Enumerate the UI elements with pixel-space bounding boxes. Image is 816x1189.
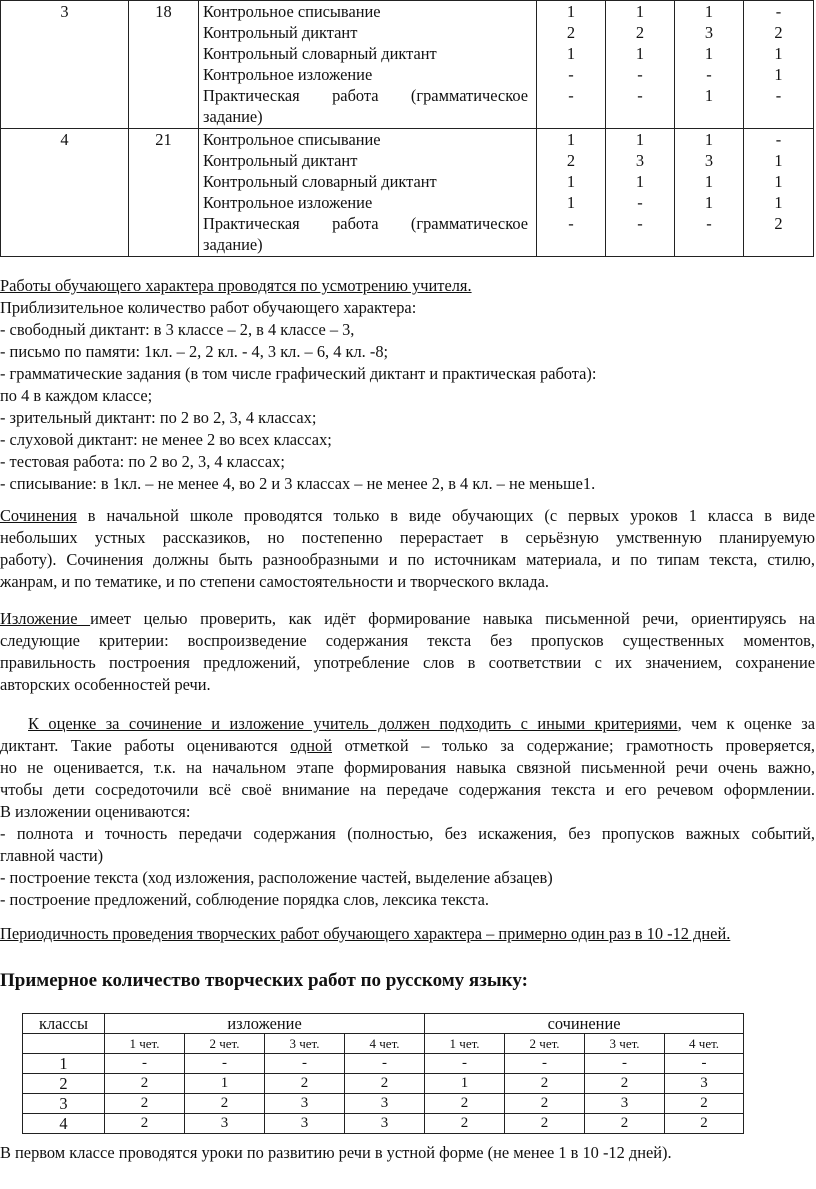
quarter-cell-q1 bbox=[537, 1, 606, 129]
total-cell: 18 bbox=[129, 1, 199, 129]
table-row bbox=[1, 129, 814, 257]
quarter-value: 1 bbox=[566, 2, 576, 21]
quarter-value: 2 bbox=[635, 23, 645, 42]
value-cell: 2 bbox=[505, 1074, 585, 1094]
value-cell: 3 bbox=[585, 1094, 665, 1114]
quarter-value: 1 bbox=[774, 193, 783, 212]
value-cell: 3 bbox=[345, 1094, 425, 1114]
training-works-line: Приблизительное количество работ обучающего характера: bbox=[0, 298, 417, 317]
creative-works-table bbox=[22, 1013, 744, 1134]
work-name: Контрольный диктант bbox=[203, 151, 358, 170]
value-cell: - bbox=[185, 1054, 265, 1074]
quarter-value: 1 bbox=[704, 172, 714, 191]
value-cell: - bbox=[425, 1054, 505, 1074]
quarter-value: 2 bbox=[566, 151, 576, 170]
value-cell: 2 bbox=[105, 1074, 185, 1094]
quarter-value: 1 bbox=[704, 193, 714, 212]
class-cell: 4 bbox=[23, 1114, 105, 1134]
class-cell: 1 bbox=[23, 1054, 105, 1074]
quarter-value: 1 bbox=[704, 86, 714, 105]
value-cell: - bbox=[345, 1054, 425, 1074]
value-cell: 1 bbox=[425, 1074, 505, 1094]
quarter-header: 4 чет. bbox=[345, 1034, 425, 1054]
quarter-value: 1 bbox=[704, 130, 714, 149]
quarter-header: 1 чет. bbox=[105, 1034, 185, 1054]
work-name: задание) bbox=[203, 235, 263, 254]
quarter-cell-q1 bbox=[537, 129, 606, 257]
quarter-value: 1 bbox=[635, 44, 645, 63]
quarter-cell-q3 bbox=[675, 129, 744, 257]
value-cell: 2 bbox=[425, 1114, 505, 1134]
quarter-value: 1 bbox=[566, 172, 576, 191]
work-name: Контрольный словарный диктант bbox=[203, 44, 437, 63]
work-name: Контрольное списывание bbox=[203, 130, 381, 149]
class-cell: 3 bbox=[23, 1094, 105, 1114]
evaluation-line-1: К оценке за сочинение и изложение учитель должен подходить с иными критериями, чем к оценке за bbox=[28, 714, 815, 733]
works-cell bbox=[199, 1, 537, 129]
quarter-header: 2 чет. bbox=[185, 1034, 265, 1054]
quarter-value: - bbox=[637, 193, 643, 212]
quarter-header: 1 чет. bbox=[425, 1034, 505, 1054]
quarter-value: 1 bbox=[774, 172, 783, 191]
training-works-block bbox=[0, 275, 815, 495]
quarter-value: - bbox=[706, 214, 712, 233]
section-heading: Примерное количество творческих работ по русскому языку: bbox=[0, 970, 528, 991]
value-cell: 2 bbox=[585, 1074, 665, 1094]
quarter-value: 1 bbox=[635, 172, 645, 191]
evaluation-line-9: - построение предложений, соблюдение порядка слов, лексика текста. bbox=[0, 890, 489, 909]
footer-note: В первом классе проводятся уроки по развитию речи в устной форме (не менее 1 в 10 -12 дней). bbox=[0, 1143, 672, 1162]
quarter-value: 1 bbox=[704, 2, 714, 21]
quarter-value: 1 bbox=[566, 44, 576, 63]
training-works-line: по 4 в каждом классе; bbox=[0, 386, 153, 405]
evaluation-line-6: - полнота и точность передачи содержания (полностью, без искажения, без пропусков важных событий, bbox=[0, 824, 815, 843]
quarter-cell-q4 bbox=[744, 129, 814, 257]
evaluation-block bbox=[0, 713, 815, 911]
quarter-value: 1 bbox=[635, 130, 645, 149]
summary-block bbox=[0, 608, 815, 696]
quarter-cell-q2 bbox=[606, 1, 675, 129]
training-works-line: - грамматические задания (в том числе графический диктант и практическая работа): bbox=[0, 364, 597, 383]
value-cell: 2 bbox=[665, 1114, 744, 1134]
quarter-value: - bbox=[637, 214, 643, 233]
value-cell: - bbox=[585, 1054, 665, 1074]
quarter-value: 2 bbox=[566, 23, 576, 42]
work-name: Контрольное изложение bbox=[203, 193, 373, 212]
quarter-value: 3 bbox=[704, 151, 714, 170]
col-header-classes: классы bbox=[23, 1014, 105, 1034]
value-cell: 2 bbox=[105, 1094, 185, 1114]
quarter-value: 1 bbox=[774, 65, 783, 84]
quarter-value: - bbox=[637, 86, 643, 105]
quarter-header: 3 чет. bbox=[585, 1034, 665, 1054]
value-cell: 2 bbox=[425, 1094, 505, 1114]
value-cell: 2 bbox=[505, 1114, 585, 1134]
work-name: Практическая работа (грамматическое bbox=[203, 86, 528, 105]
quarter-value: 1 bbox=[704, 44, 714, 63]
quarter-cell-q4 bbox=[744, 1, 814, 129]
table-row bbox=[23, 1094, 744, 1114]
value-cell: 3 bbox=[665, 1074, 744, 1094]
compositions-line-1: Сочинения в начальной школе проводятся только в виде обучающих (с первых уроков 1 класса в виде bbox=[0, 506, 815, 525]
quarter-value: - bbox=[775, 2, 782, 21]
value-cell: 3 bbox=[265, 1094, 345, 1114]
work-name: Контрольное списывание bbox=[203, 2, 381, 21]
evaluation-line-3: но не оценивается, т.к. на начальном этапе формирования навыка связной письменной речи очень важно, bbox=[0, 758, 815, 777]
value-cell: 2 bbox=[105, 1114, 185, 1134]
total-cell: 21 bbox=[129, 129, 199, 257]
periodicity-block bbox=[0, 923, 815, 945]
work-name: Контрольный словарный диктант bbox=[203, 172, 437, 191]
training-works-line: - зрительный диктант: по 2 во 2, 3, 4 классах; bbox=[0, 408, 317, 427]
quarter-value: 1 bbox=[566, 193, 576, 212]
quarter-value: - bbox=[568, 86, 574, 105]
quarter-value: 1 bbox=[774, 44, 783, 63]
quarter-header: 4 чет. bbox=[665, 1034, 744, 1054]
quarter-value: 1 bbox=[635, 2, 645, 21]
evaluation-line-2: диктант. Такие работы оцениваются одной отметкой – только за содержание; грамотность проверяется, bbox=[0, 736, 815, 755]
class-cell: 4 bbox=[1, 129, 129, 257]
value-cell: 3 bbox=[265, 1114, 345, 1134]
compositions-line-2: небольших устных рассказиков, но постепенно перерастает в серьёзную умственную планируемую bbox=[0, 528, 815, 547]
quarter-value: - bbox=[706, 65, 712, 84]
value-cell: 2 bbox=[585, 1114, 665, 1134]
training-works-line: - списывание: в 1кл. – не менее 4, во 2 и 3 классах – не менее 2, в 4 кл. – не меньше1. bbox=[0, 474, 596, 493]
training-works-line: - свободный диктант: в 3 классе – 2, в 4 классе – 3, bbox=[0, 320, 355, 339]
value-cell: 3 bbox=[345, 1114, 425, 1134]
value-cell: 2 bbox=[505, 1094, 585, 1114]
work-name: Контрольное изложение bbox=[203, 65, 373, 84]
quarter-value: 1 bbox=[566, 130, 576, 149]
quarter-value: 1 bbox=[774, 151, 783, 170]
work-name: Практическая работа (грамматическое bbox=[203, 214, 528, 233]
compositions-block bbox=[0, 505, 815, 593]
quarter-value: - bbox=[775, 86, 782, 105]
control-works-table bbox=[0, 0, 814, 257]
quarter-value: 2 bbox=[774, 214, 783, 233]
value-cell: - bbox=[105, 1054, 185, 1074]
evaluation-line-4: чтобы дети сосредоточили всё своё внимание на передаче содержания текста и его речевом оформлении. bbox=[0, 780, 815, 799]
empty-cell bbox=[23, 1034, 105, 1054]
work-name: Контрольный диктант bbox=[203, 23, 358, 42]
col-group-summary: изложение bbox=[105, 1014, 425, 1034]
evaluation-line-5: В изложении оцениваются: bbox=[0, 802, 191, 821]
col-group-composition: сочинение bbox=[425, 1014, 744, 1034]
compositions-line-4: жанрам, и по тематике, и по степени самостоятельности и творческого вклада. bbox=[0, 572, 549, 591]
value-cell: 2 bbox=[665, 1094, 744, 1114]
quarter-value: 2 bbox=[774, 23, 783, 42]
training-works-line: - письмо по памяти: 1кл. – 2, 2 кл. - 4, 3 кл. – 6, 4 кл. -8; bbox=[0, 342, 389, 361]
table-row bbox=[23, 1074, 744, 1094]
training-works-line: - тестовая работа: по 2 во 2, 3, 4 классах; bbox=[0, 452, 285, 471]
summary-line-4: авторских особенностей речи. bbox=[0, 675, 211, 694]
table-header-row bbox=[23, 1014, 744, 1034]
quarter-cell-q2 bbox=[606, 129, 675, 257]
quarter-value: - bbox=[568, 214, 574, 233]
table-row bbox=[1, 1, 814, 129]
value-cell: - bbox=[265, 1054, 345, 1074]
class-cell: 3 bbox=[1, 1, 129, 129]
class-cell: 2 bbox=[23, 1074, 105, 1094]
periodicity-text: Периодичность проведения творческих работ обучающего характера – примерно один раз в 10 -12 дней. bbox=[0, 924, 731, 943]
value-cell: 2 bbox=[265, 1074, 345, 1094]
quarter-value: 3 bbox=[635, 151, 645, 170]
table-row bbox=[23, 1114, 744, 1134]
value-cell: - bbox=[505, 1054, 585, 1074]
evaluation-line-7: главной части) bbox=[0, 846, 104, 865]
training-works-intro: Работы обучающего характера проводятся по усмотрению учителя. bbox=[0, 276, 472, 295]
quarter-cell-q3 bbox=[675, 1, 744, 129]
value-cell: 2 bbox=[345, 1074, 425, 1094]
value-cell: - bbox=[665, 1054, 744, 1074]
value-cell: 3 bbox=[185, 1114, 265, 1134]
summary-line-2: следующие критерии: воспроизведение содержания текста без пропусков существенных моментов, bbox=[0, 631, 815, 650]
table-row bbox=[23, 1054, 744, 1074]
compositions-line-3: работу). Сочинения должны быть разнообразными и по источникам материала, и по типам текста, стилю, bbox=[0, 550, 815, 569]
evaluation-line-8: - построение текста (ход изложения, расположение частей, выделение абзацев) bbox=[0, 868, 553, 887]
value-cell: 1 bbox=[185, 1074, 265, 1094]
summary-line-1: Изложение имеет целью проверить, как идёт формирование навыка письменной речи, ориентируясь на bbox=[0, 609, 815, 628]
value-cell: 2 bbox=[185, 1094, 265, 1114]
quarter-value: 3 bbox=[704, 23, 714, 42]
summary-line-3: правильность построения предложений, употребление слов в соответствии с их значением, сохранение bbox=[0, 653, 815, 672]
quarter-value: - bbox=[637, 65, 643, 84]
works-cell bbox=[199, 129, 537, 257]
quarter-value: - bbox=[775, 130, 782, 149]
quarter-header: 3 чет. bbox=[265, 1034, 345, 1054]
training-works-line: - слуховой диктант: не менее 2 во всех классах; bbox=[0, 430, 332, 449]
quarter-value: - bbox=[568, 65, 574, 84]
quarter-header: 2 чет. bbox=[505, 1034, 585, 1054]
quarters-header-row bbox=[23, 1034, 744, 1054]
work-name: задание) bbox=[203, 107, 263, 126]
